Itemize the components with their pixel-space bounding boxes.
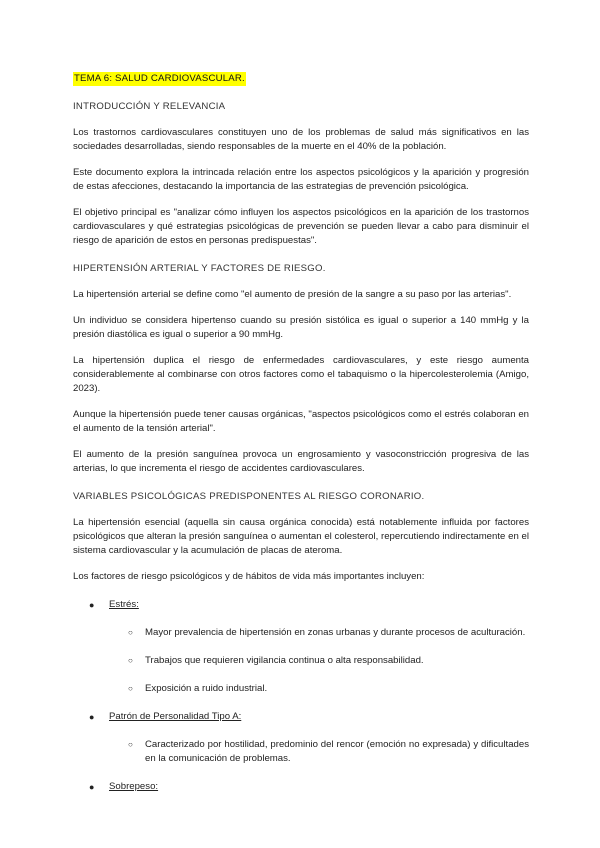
factor-item [73,780,529,794]
sub-item [73,682,529,696]
variables-heading: VARIABLES PSICOLÓGICAS PREDISPONENTES AL RIESGO CORONARIO. [73,491,425,502]
hta-paragraph-4: Aunque la hipertensión puede tener causas orgánicas, "aspectos psicológicos como el estrés colaboran en el aumento de la tensión arterial". [73,409,529,434]
variables-paragraph-1: La hipertensión esencial (aquella sin causa orgánica conocida) está notablemente influida por factores psicológicos que alteran la presión sanguínea o aumentan el colesterol, repercutiendo indirectamente en el sistema cardiovascular y la acumulación de placas de ateroma. [73,517,529,556]
sub-item [73,738,529,766]
intro-heading: INTRODUCCIÓN Y RELEVANCIA [73,101,226,112]
sub-item-text: Exposición a ruido industrial. [145,683,268,694]
sub-item-text: Caracterizado por hostilidad, predominio del rencor (emoción no expresada) y dificultades en la comunicación de problemas. [145,739,529,764]
bullet-icon: ● [89,782,95,792]
bullet-icon: ● [89,712,95,722]
circle-bullet-icon: ○ [128,740,133,749]
hta-paragraph-1: La hipertensión arterial se define como "el aumento de presión de la sangre a su paso por las arterias". [73,289,512,300]
sub-item [73,654,529,668]
document-content [73,72,529,794]
hta-paragraph-2: Un individuo se considera hipertenso cuando su presión sistólica es igual o superior a 140 mmHg y la presión diastólica es igual o superior a 90 mmHg. [73,315,529,340]
circle-bullet-icon: ○ [128,656,133,665]
factor-item [73,710,529,724]
variables-paragraph-2: Los factores de riesgo psicológicos y de hábitos de vida más importantes incluyen: [73,571,425,582]
bullet-icon: ● [89,600,95,610]
hta-paragraph-3: La hipertensión duplica el riesgo de enfermedades cardiovasculares, y este riesgo aumenta considerablemente al combinarse con otros factores como el tabaquismo o la hipercolesterolemia (Amigo, 2023). [73,355,529,394]
circle-bullet-icon: ○ [128,684,133,693]
factor-label: Estrés: [109,599,139,610]
sub-item [73,626,529,640]
factor-item [73,598,529,612]
intro-paragraph-3: El objetivo principal es "analizar cómo influyen los aspectos psicológicos en la aparición de los trastornos cardiovasculares y qué estrategias psicológicas de prevención se pueden llevar a cabo para disminuir el riesgo de aparición de estos en personas predispuestas". [73,207,529,246]
hta-paragraph-5: El aumento de la presión sanguínea provoca un engrosamiento y vasoconstricción progresiva de las arterias, lo que incrementa el riesgo de accidentes cardiovasculares. [73,449,529,474]
intro-paragraph-2: Este documento explora la intrincada relación entre los aspectos psicológicos y la aparición y progresión de estas afecciones, destacando la importancia de las estrategias de prevención psicológica. [73,167,529,192]
sub-item-text: Trabajos que requieren vigilancia continua o alta responsabilidad. [145,655,424,666]
hta-heading: HIPERTENSIÓN ARTERIAL Y FACTORES DE RIESGO. [73,263,326,274]
factor-label: Patrón de Personalidad Tipo A: [109,711,242,722]
factor-label: Sobrepeso: [109,781,159,792]
sub-item-text: Mayor prevalencia de hipertensión en zonas urbanas y durante procesos de aculturación. [145,627,526,638]
page-title: TEMA 6: SALUD CARDIOVASCULAR. [74,73,245,84]
intro-paragraph-1: Los trastornos cardiovasculares constituyen uno de los problemas de salud más significativos en las sociedades desarrolladas, siendo responsables de la muerte en el 40% de la población. [73,127,529,152]
circle-bullet-icon: ○ [128,628,133,637]
